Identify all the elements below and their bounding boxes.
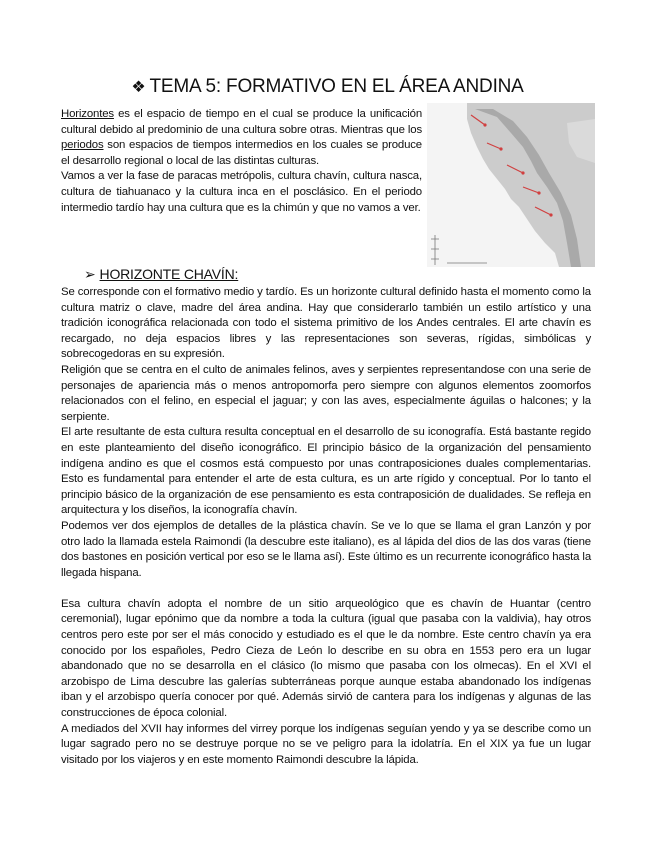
- body-paragraph-2: Religión que se centra en el culto de animales felinos, aves y serpientes representandose con una serie de personajes de apariencia más o menos antropomorfa pero siempre con algunos elementos zoomorfos relacionados con el felino, en especial el jaguar; y con las aves, especialmente águilas o halcones; y la serpiente.: [61, 363, 591, 423]
- andes-map-image: [427, 103, 595, 267]
- diamond-bullet-icon: ❖: [131, 79, 146, 96]
- arrow-bullet-icon: ➢: [84, 266, 96, 282]
- body-block: [61, 285, 591, 768]
- intro-paragraph-2: Vamos a ver la fase de paracas metrópolis, cultura chavín, cultura nasca, cultura de tiahuanaco y la cultura inca en el posclásico. En el periodo intermedio tardío hay una cultura que es la chimún y que no vamos a ver.: [61, 170, 422, 214]
- body-paragraph-1: Se corresponde con el formativo medio y tardío. Es un horizonte cultural definido hasta el momento como la cultura matriz o clave, madre del área andina. Hay que considerarlo también un estilo artístico y una tradición iconográfica relacionada con todo el sistema primitivo de los Andes centrales. El arte chavín es recargado, no deja espacios libres y las representaciones son severas, rígidas, simbólicas y sobrecogedoras en su expresión.: [61, 286, 591, 361]
- body-paragraph-6: A mediados del XVII hay informes del virrey porque los indígenas seguían yendo y ya se describe como un lugar sagrado pero no se destruye porque no se ve peligro para la idolatría. En el XIX ya fue un lugar visitado por los viajeros y en este momento Raimondi descubre la lápida.: [61, 722, 591, 766]
- body-paragraph-5: Esa cultura chavín adopta el nombre de un sitio arqueológico que es chavín de Huantar (centro ceremonial), lugar epónimo que da nombre a toda la cultura (igual que pasaba con la valdivia), hay otros centros pero este por ser el más conocido y estudiado es el que le da nombre. Este centro chavín ya era conocido por los españoles, Pedro Cieza de León lo describe en su obra en 1553 pero era un lugar abandonado que no se desarrolla en el clásico (lo mismo que pasaba con los olmecas). En el XVI el arzobispo de Lima descubre las galerías subterráneas porque aunque estaba abandonado los indígenas iban y el arzobispo quería conocer por qué. Además sirvió de cantera para los indígenas y algunas de las construcciones de época colonial.: [61, 597, 591, 720]
- intro-block: [61, 107, 422, 216]
- page-title-text: TEMA 5: FORMATIVO EN EL ÁREA ANDINA: [149, 76, 524, 97]
- intro-paragraph-1: [61, 107, 422, 169]
- term-periodos: periodos: [61, 139, 104, 152]
- section-heading-text: HORIZONTE CHAVÍN:: [99, 266, 239, 282]
- intro-text-b: son espacios de tiempos intermedios en los cuales se produce el desarrollo regional o local de las distintas culturas.: [61, 139, 422, 167]
- paragraph-gap: [61, 581, 591, 597]
- intro-text-a: es el espacio de tiempo en el cual se produce la unificación cultural debido al predominio de una cultura sobre otras. Mientras que los: [61, 108, 422, 136]
- body-paragraph-4: Podemos ver dos ejemplos de detalles de la plástica chavín. Se ve lo que se llama el gran Lanzón y por otro lado la llamada estela Raimondi (la descubre este italiano), es al lápida del dios de las dos varas (tiene dos bastones en posición vertical por eso se le llama así). Este último es un recurrente iconográfico hasta la llegada hispana.: [61, 519, 591, 579]
- body-paragraph-3: El arte resultante de esta cultura resulta conceptual en el desarrollo de su iconografía. Está bastante regido en este planteamiento del diseño iconográfico. El principio básico de la organización del pensamiento indígena andino es que el cosmos está compuesto por unas contraposiciones duales complementarias. Esto es fundamental para entender el arte de esta cultura, es un arte rígido y conceptual. Por lo tanto el principio básico de la organización de ese pensamiento es esta contraposición de dualidades. Se refleja en arquitectura y los diseños, la iconografía chavín.: [61, 426, 591, 517]
- term-horizontes: Horizontes: [61, 108, 114, 120]
- page-title: [0, 76, 655, 98]
- section-heading: [84, 266, 238, 283]
